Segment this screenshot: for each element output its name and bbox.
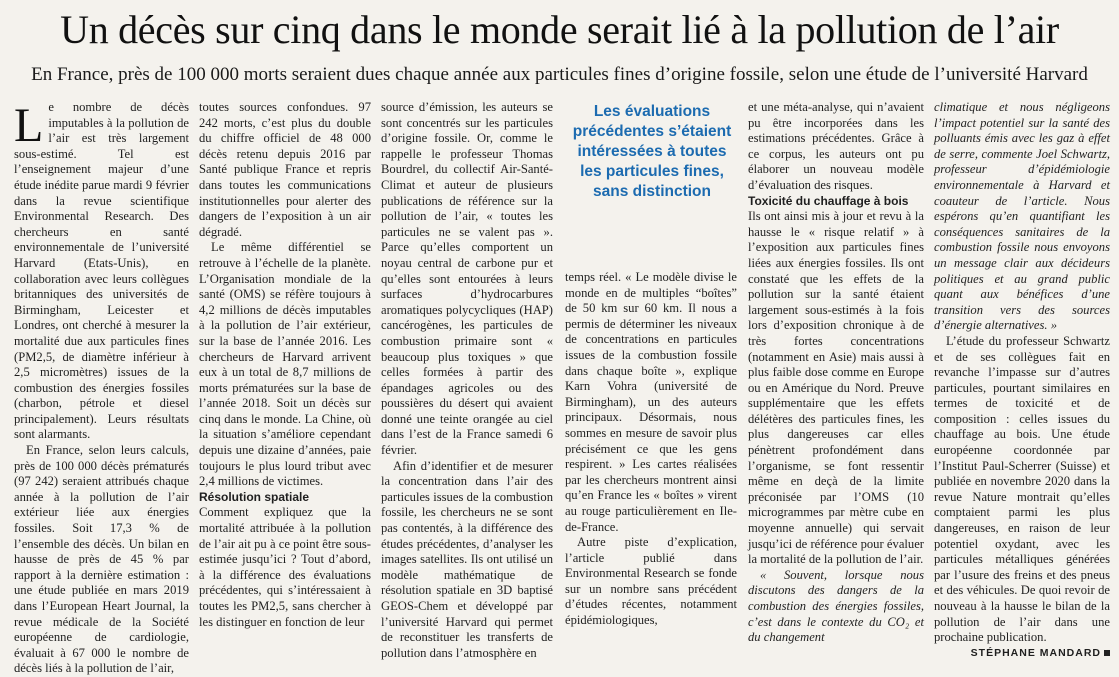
paragraph: En France, selon leurs calculs, près de 100 000 décès prématurés (97 242) seraient attribués chaque année à la pollution de l’air extérieur liée aux énergies fossiles. Soit 17,3 % de l’ensemble des décès. Un bilan en hausse de près de 45 % par rapport à la dernière estimation : une étude publiée en mars 2019 dans l’European Heart Journal, la revue médicale de la Société européenne de cardiologie, évaluait à 67 000 le nombre de décès liés à la pollution de l’air, [14,443,189,676]
dropcap-letter: L [14,99,44,152]
article-column-4 [565,270,737,628]
paragraph: Ils ont ainsi mis à jour et revu à la hausse le « risque relatif » à l’exposition aux particules fines liées aux énergies fossiles. Ils ont constaté que les effets de la pollution sur la santé étaient largement sous-estimés à la fois lors d’exposition chronique à de très fortes concentrations (notamment en Asie) mais aussi à plus faible dose comme en Europe ou en Amérique du Nord. Preuve supplémentaire que les effets délétères des particules fines, les plus dangereuses car elles pénètrent profondément dans l’organisme, se font ressentir même en deçà de la limite préconisée par l’OMS (10 microgrammes par mètre cube en moyenne annuelle) qui servait jusqu’ici de référence pour évaluer la mortalité de la pollution de l’air. [748,209,924,567]
paragraph: L’étude du professeur Schwartz et de ses collègues fait en revanche l’impasse sur d’autres particules, pourtant similaires en termes de toxicité et de composition : celles issues du chauffage au bois. Une étude européenne coordonnée par l’Institut Paul-Scherrer (Suisse) et publiée en novembre 2020 dans la revue Nature montrait qu’elles comptaient parmi les plus dangereuses, en raison de leur potentiel oxydant, avec les particules métalliques générées par l’usure des freins et des pneus et des véhicules. De quoi revoir de nouveau à la hausse le bilan de la pollution de l’air dans une prochaine publication. [934,333,1110,645]
paragraph: toutes sources confondues. 97 242 morts, c’est plus du double du chiffre officiel de 48 000 décès retenu depuis 2016 par Santé publique France et repris dans toutes les communications institutionnelles pour alerter des dangers de l’exposition à un air dégradé. [199,100,371,239]
paragraph: Le même différentiel se retrouve à l’échelle de la planète. L’Organisation mondiale de la santé (OMS) se réfère toujours à 4,2 millions de décès imputables à la pollution de l’air extérieur, sur la base de l’année 2016. Les chercheurs de Harvard arrivent eux à un total de 8,7 millions de morts prématurées sur la base de l’année 2018. Soit un décès sur cinq dans le monde. La Chine, où la situation s’améliore cependant depuis une dizaine d’années, paie toujours le plus lourd tribut avec 2,4 millions de victimes. [199,240,371,489]
pull-quote: Les évaluations précédentes s’étaient intéressées à toutes les particules fines, sans distinction [572,103,732,200]
paragraph: source d’émission, les auteurs se sont concentrés sur les particules d’origine fossile. Or, comme le rappelle le professeur Thomas Bourdrel, du collectif Air-Santé-Climat et auteur de plusieurs publications de référence sur la pollution de l’air, « toutes les particules ne se valent pas ». Parce qu’elles comportent un noyau central de carbone pur et qu’elles sont entourées à leurs surfaces d’hydrocarbures aromatiques polycycliques (HAP) cancérogènes, les particules de combustion primaire sont « beaucoup plus toxiques » que celles formées à partir des épandages agricoles ou des poussières du désert qui avaient donné une teinte orangée au ciel dans l’est de la France samedi 6 février. [381,100,553,458]
paragraph: temps réel. « Le modèle divise le monde en de multiples “boîtes” de 50 km sur 60 km. Il nous a permis de déterminer les niveaux de concentrations en particules issues de la combustion fossile dans chaque boîte », explique Karn Vohra (université de Birmingham), un des auteurs principaux. Désormais, nous sommes en mesure de savoir plus précisément ce que les gens respirent. » Les cartes réalisées par les chercheurs montrent ainsi qu’en France les « boîtes » virent au rouge particulièrement en Ile-de-France. [565,270,737,534]
author-byline: STÉPHANE MANDARD [934,646,1110,662]
article-column-5 [748,100,924,645]
paragraph: Afin d’identifier et de mesurer la concentration dans l’air des particules issues de la combustion fossile, les chercheurs ne se sont pas contentés, à la différence des études précédentes, d’analyser les images satellites. Ils ont utilisé un modèle mathématique de résolution spatiale en 3D baptisé GEOS-Chem et développé par l’université Harvard qui permet de reconstituer les transferts de pollution dans l’atmosphère en [381,458,553,660]
end-mark-icon [1104,650,1110,656]
headline: Un décès sur cinq dans le monde serait lié à la pollution de l’air [60,7,1059,52]
article-column-2 [199,100,371,629]
paragraph: « Souvent, lorsque nous discutons des dangers de la combustion des énergies fossiles, c’est dans le contexte du CO₂ et du changement [748,567,924,645]
paragraph: Autre piste d’explication, l’article publié dans Environmental Research se fonde sur un nombre sans précédent d’études récentes, notamment épidémiologiques, [565,535,737,628]
paragraph: et une méta-analyse, qui n’avaient pu être incorporées dans les estimations précédentes. Grâce à ce corpus, les auteurs ont pu élaborer un nouveau modèle d’évaluation des risques. [748,100,924,192]
article-column-3 [381,100,553,660]
section-subtitle: Résolution spatiale [199,489,310,504]
article-column-6 [934,100,1110,659]
paragraph: Le nombre de décès imputables à la pollution de l’air est très largement sous-estimé. Tel est l’enseignement majeur d’une étude inédite parue mardi 9 février dans la revue scientifique Environmental Research. Des chercheurs en santé environnementale de l’université Harvard (Etats-Unis), en collaboration avec leurs collègues britanniques des universités de Birmingham, Leicester et Londres, ont cherché à mesurer la mortalité due aux particules fines (PM2,5, de diamètre inférieur à 2,5 micromètres) issues de la combustion des énergies fossiles (charbon, pétrole et diesel principalement). Leurs résultats sont alarmants. [14,99,189,442]
subheadline: En France, près de 100 000 morts seraient dues chaque année aux particules fines d’origine fossile, selon une étude de l’université Harvard [31,64,1088,85]
section-subtitle: Toxicité du chauffage à bois [748,193,909,208]
paragraph: climatique et nous négligeons l’impact potentiel sur la santé des polluants émis avec les gaz à effet de serre, commente Joel Schwartz, professeur d’épidémiologie environnementale à Harvard et coauteur de l’article. Nous espérons qu’en quantifiant les conséquences sanitaires de la combustion fossile nous envoyons un message clair aux décideurs politiques et au grand public quant aux bénéfices d’une transition vers des sources d’énergie alternatives. » [934,100,1110,333]
article-column-1 [14,99,189,676]
paragraph: Comment expliquez que la mortalité attribuée à la pollution de l’air ait pu à ce point être sous-estimée jusqu’ici ? Tout d’abord, à la différence des évaluations précédentes, qui s’intéressaient à toutes les PM2,5, sans chercher à les distinguer en fonction de leur [199,505,371,629]
